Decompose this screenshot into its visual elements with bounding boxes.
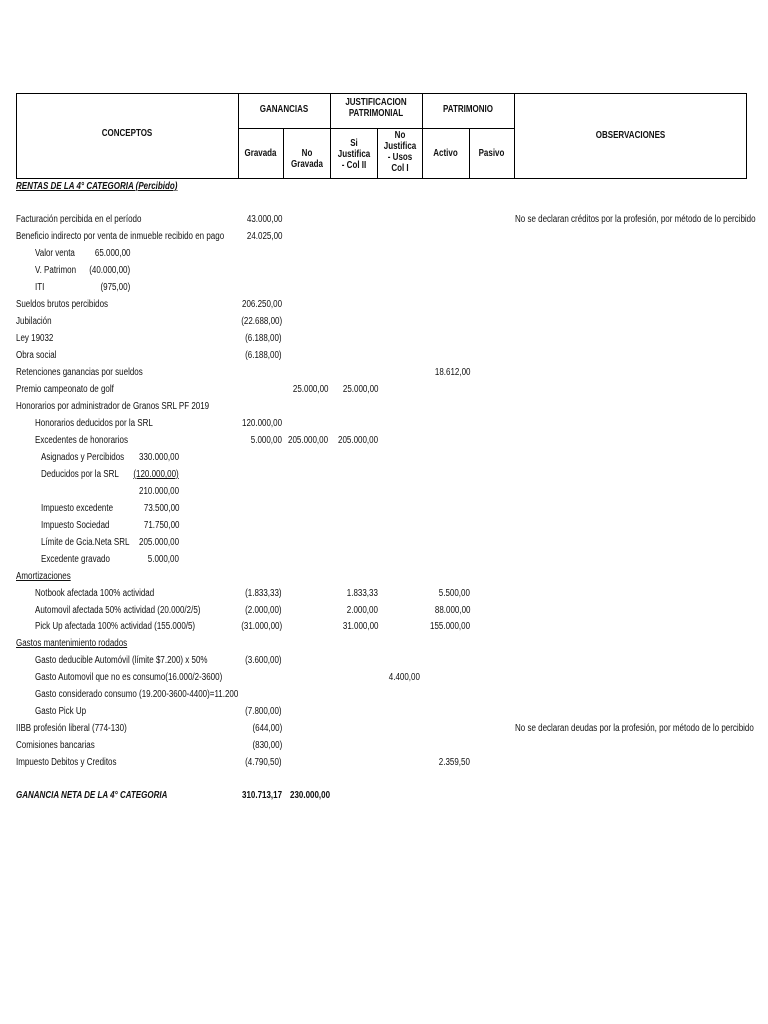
divider bbox=[238, 128, 514, 129]
cell-no-justifica: 4.400,00 bbox=[388, 672, 420, 683]
row-label: Ley 19032 bbox=[16, 333, 54, 344]
row-label: Excedentes de honorarios bbox=[35, 435, 128, 446]
row-label: Comisiones bancarias bbox=[16, 740, 95, 751]
cell-gravada: 43.000,00 bbox=[246, 214, 282, 225]
row-label: Valor venta bbox=[35, 248, 75, 259]
cell-detail: 5.000,00 bbox=[147, 554, 179, 565]
row-label: Automovil afectada 50% actividad (20.000/2/5) bbox=[35, 605, 201, 616]
row-label: Excedente gravado bbox=[41, 554, 110, 565]
row-label: Facturación percibida en el período bbox=[16, 214, 142, 225]
header-observaciones: OBSERVACIONES bbox=[595, 130, 666, 141]
cell-observacion: No se declaran créditos por la profesión, por método de lo percibido bbox=[515, 214, 756, 225]
row-label: Honorarios por administrador de Granos SRL PF 2019 bbox=[16, 401, 210, 412]
cell-gravada: 24.025,00 bbox=[246, 231, 282, 242]
divider bbox=[469, 128, 470, 179]
cell-si-justifica: 31.000,00 bbox=[342, 621, 378, 632]
cell-gravada: (22.688,00) bbox=[241, 316, 282, 327]
header-patrimonio: PATRIMONIO bbox=[443, 104, 493, 115]
cell-gravada: (7.800,00) bbox=[245, 706, 282, 717]
cell-gravada: (6.188,00) bbox=[245, 350, 282, 361]
cell-si-justifica: 205.000,00 bbox=[337, 435, 378, 446]
cell-detail: (40.000,00) bbox=[89, 265, 130, 276]
row-group-label: Gastos mantenimiento rodados bbox=[16, 638, 128, 649]
cell-activo: 155.000,00 bbox=[429, 621, 470, 632]
header-justificacion: JUSTIFICACION PATRIMONIAL bbox=[345, 97, 407, 119]
row-label: Gasto considerado consumo (19.200-3600-4400)=11.200 bbox=[35, 689, 239, 700]
row-label: Retenciones ganancias por sueldos bbox=[16, 367, 143, 378]
cell-gravada: (830,00) bbox=[252, 740, 282, 751]
cell-si-justifica: 2.000,00 bbox=[346, 605, 378, 616]
header-ganancias: GANANCIAS bbox=[259, 104, 309, 115]
cell-si-justifica: 1.833,33 bbox=[346, 588, 378, 599]
cell-gravada: (4.790,50) bbox=[245, 757, 282, 768]
header-si-justifica: Si Justifica - Col II bbox=[337, 138, 371, 171]
header-activo: Activo bbox=[433, 148, 458, 159]
cell-observacion: No se declaran deudas por la profesión, por método de lo percibido bbox=[515, 723, 754, 734]
row-label: Premio campeonato de golf bbox=[16, 384, 114, 395]
cell-gravada: (31.000,00) bbox=[241, 621, 282, 632]
row-label: Notbook afectada 100% actividad bbox=[35, 588, 155, 599]
cell-gravada: (644,00) bbox=[252, 723, 282, 734]
total-gravada: 310.713,17 bbox=[241, 790, 282, 801]
row-label: Honorarios deducidos por la SRL bbox=[35, 418, 153, 429]
cell-detail: 73.500,00 bbox=[143, 503, 179, 514]
header-pasivo: Pasivo bbox=[478, 148, 505, 159]
cell-gravada: 120.000,00 bbox=[241, 418, 282, 429]
cell-detail: 71.750,00 bbox=[143, 520, 179, 531]
total-label: GANANCIA NETA DE LA 4° CATEGORIA bbox=[16, 790, 168, 801]
cell-activo: 18.612,00 bbox=[434, 367, 470, 378]
cell-detail: (120.000,00) bbox=[133, 469, 179, 480]
cell-detail: (975,00) bbox=[100, 282, 130, 293]
row-group-label: Amortizaciones bbox=[16, 571, 71, 582]
header-no-gravada: No Gravada bbox=[290, 148, 324, 170]
cell-no-gravada: 25.000,00 bbox=[292, 384, 328, 395]
row-label: Impuesto Sociedad bbox=[41, 520, 110, 531]
row-label: Gasto deducible Automóvil (límite $7.200) x 50% bbox=[35, 655, 208, 666]
row-label: Sueldos brutos percibidos bbox=[16, 299, 109, 310]
row-label: Impuesto excedente bbox=[41, 503, 114, 514]
row-label: Límite de Gcia.Neta SRL bbox=[41, 537, 130, 548]
row-label: Beneficio indirecto por venta de inmueble recibido en pago bbox=[16, 231, 225, 242]
divider bbox=[514, 93, 515, 179]
row-label: Gasto Pick Up bbox=[35, 706, 87, 717]
cell-detail: 65.000,00 bbox=[94, 248, 130, 259]
cell-si-justifica: 25.000,00 bbox=[342, 384, 378, 395]
cell-no-gravada: 205.000,00 bbox=[287, 435, 328, 446]
cell-activo: 5.500,00 bbox=[438, 588, 470, 599]
total-no-gravada: 230.000,00 bbox=[289, 790, 330, 801]
row-label: IIBB profesión liberal (774-130) bbox=[16, 723, 127, 734]
row-label: Asignados y Percibidos bbox=[41, 452, 125, 463]
row-label: Jubilación bbox=[16, 316, 52, 327]
row-label: V. Patrimon bbox=[35, 265, 77, 276]
divider bbox=[422, 93, 423, 179]
cell-gravada: (1.833,33) bbox=[245, 588, 282, 599]
divider bbox=[238, 93, 239, 179]
row-label: Impuesto Debitos y Creditos bbox=[16, 757, 117, 768]
cell-activo: 88.000,00 bbox=[434, 605, 470, 616]
cell-gravada: (2.000,00) bbox=[245, 605, 282, 616]
cell-gravada: (3.600,00) bbox=[245, 655, 282, 666]
divider bbox=[283, 128, 284, 179]
row-label: ITI bbox=[35, 282, 45, 293]
row-label: Pick Up afectada 100% actividad (155.000/5) bbox=[35, 621, 196, 632]
row-label: Deducidos por la SRL bbox=[41, 469, 119, 480]
row-label: Obra social bbox=[16, 350, 57, 361]
cell-detail: 205.000,00 bbox=[138, 537, 179, 548]
cell-activo: 2.359,50 bbox=[438, 757, 470, 768]
header-conceptos: CONCEPTOS bbox=[101, 128, 153, 139]
section-title: RENTAS DE LA 4° CATEGORIA (Percibido) bbox=[16, 181, 178, 192]
cell-subtotal: 210.000,00 bbox=[138, 486, 179, 497]
cell-detail: 330.000,00 bbox=[138, 452, 179, 463]
divider bbox=[330, 93, 331, 179]
cell-gravada: 5.000,00 bbox=[250, 435, 282, 446]
header-no-justifica: No Justifica - Usos Col I bbox=[383, 130, 417, 174]
cell-gravada: 206.250,00 bbox=[241, 299, 282, 310]
divider bbox=[377, 128, 378, 179]
row-label: Gasto Automovil que no es consumo(16.000/2-3600) bbox=[35, 672, 223, 683]
cell-gravada: (6.188,00) bbox=[245, 333, 282, 344]
header-gravada: Gravada bbox=[244, 148, 277, 159]
